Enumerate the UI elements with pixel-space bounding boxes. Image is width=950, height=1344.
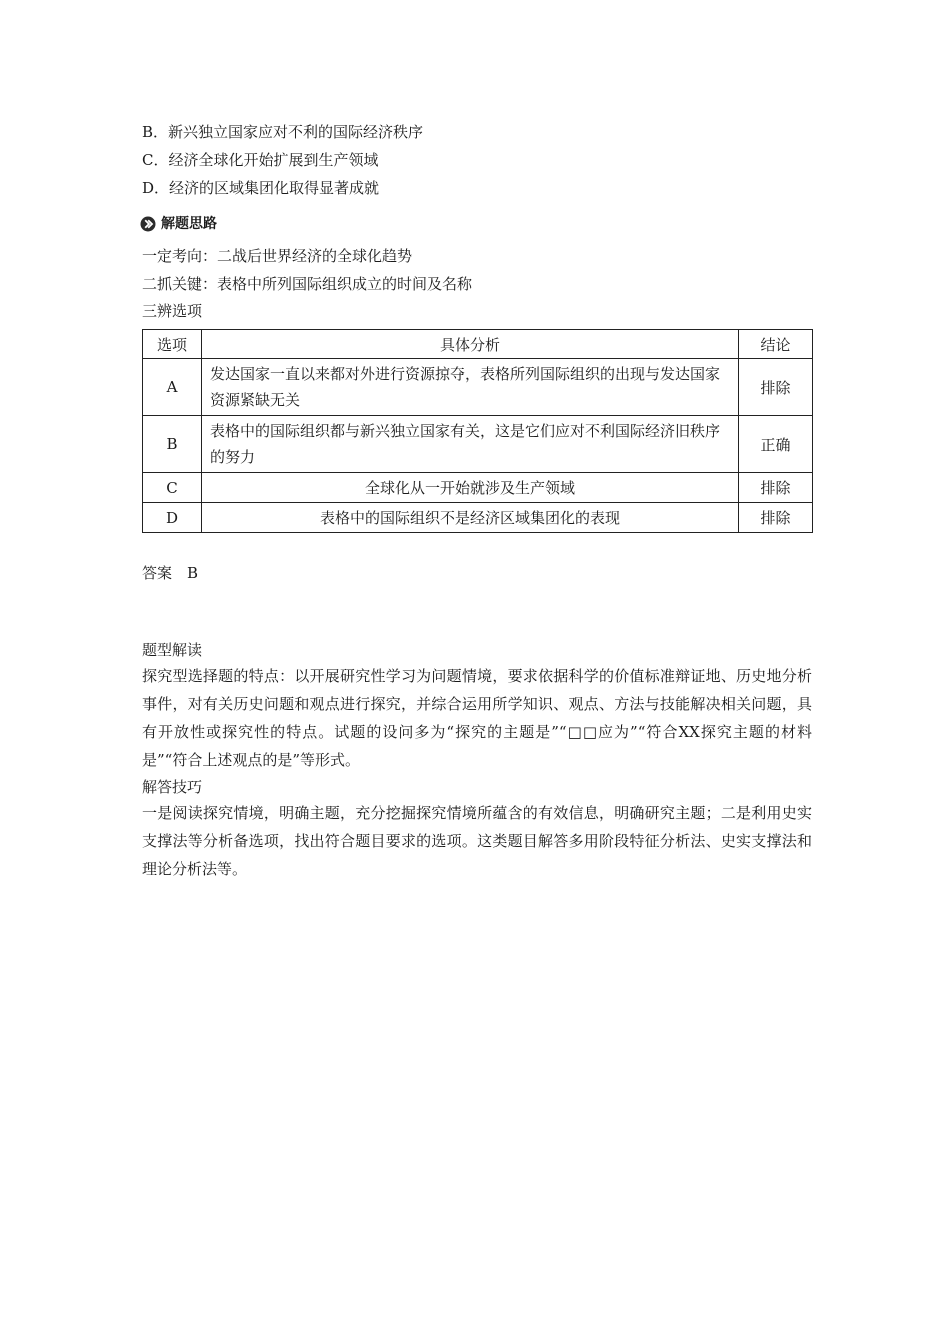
table-header-row — [143, 330, 813, 359]
table-row — [143, 359, 813, 416]
row-option: A — [143, 359, 202, 416]
solution-heading — [140, 214, 217, 234]
option-c: C．经济全球化开始扩展到生产领域 — [142, 151, 379, 169]
table-row — [143, 416, 813, 473]
solution-heading-label: 解题思路 — [161, 216, 217, 232]
row-analysis: 表格中的国际组织都与新兴独立国家有关，这是它们应对不利国际经济旧秩序的努力 — [202, 416, 739, 473]
row-analysis: 全球化从一开始就涉及生产领域 — [202, 473, 739, 503]
row-analysis: 表格中的国际组织不是经济区域集团化的表现 — [202, 503, 739, 533]
type-reading-title: 题型解读 — [142, 641, 203, 659]
step-options: 三辨选项 — [142, 302, 203, 320]
technique-title: 解答技巧 — [142, 778, 203, 796]
type-reading-body: 探究型选择题的特点：以开展研究性学习为问题情境，要求依据科学的价值标准辩证地、历史地分析事件，对有关历史问题和观点进行探究，并综合运用所学知识、观点、方法与技能解决相关问题，具有开放性或探究性的特点。试题的设问多为“探究的主题是”“□□应为”“符合XX探究主题的材料是”“符合上述观点的是”等形式。 — [142, 667, 812, 769]
option-d: D．经济的区域集团化取得显著成就 — [142, 179, 380, 197]
step-key: 二抓关键：表格中所列国际组织成立的时间及名称 — [142, 275, 473, 293]
row-analysis: 发达国家一直以来都对外进行资源掠夺，表格所列国际组织的出现与发达国家资源紧缺无关 — [202, 359, 739, 416]
answer: 答案 B — [142, 564, 199, 582]
technique-body: 一是阅读探究情境，明确主题，充分挖掘探究情境所蕴含的有效信息，明确研究主题；二是利用史实支撑法等分析备选项，找出符合题目要求的选项。这类题目解答多用阶段特征分析法、史实支撑法和理论分析法等。 — [142, 804, 812, 878]
table-row — [143, 473, 813, 503]
row-conclusion: 正确 — [739, 416, 813, 473]
row-conclusion: 排除 — [739, 359, 813, 416]
analysis-table — [142, 329, 813, 533]
header-conclusion: 结论 — [739, 330, 813, 359]
row-conclusion: 排除 — [739, 473, 813, 503]
header-analysis: 具体分析 — [202, 330, 739, 359]
row-option: C — [143, 473, 202, 503]
row-conclusion: 排除 — [739, 503, 813, 533]
step-direction: 一定考向：二战后世界经济的全球化趋势 — [142, 247, 413, 265]
option-b: B．新兴独立国家应对不利的国际经济秩序 — [142, 123, 424, 141]
table-row — [143, 503, 813, 533]
row-option: D — [143, 503, 202, 533]
header-option: 选项 — [143, 330, 202, 359]
row-option: B — [143, 416, 202, 473]
arrow-right-circle-icon — [140, 216, 156, 232]
